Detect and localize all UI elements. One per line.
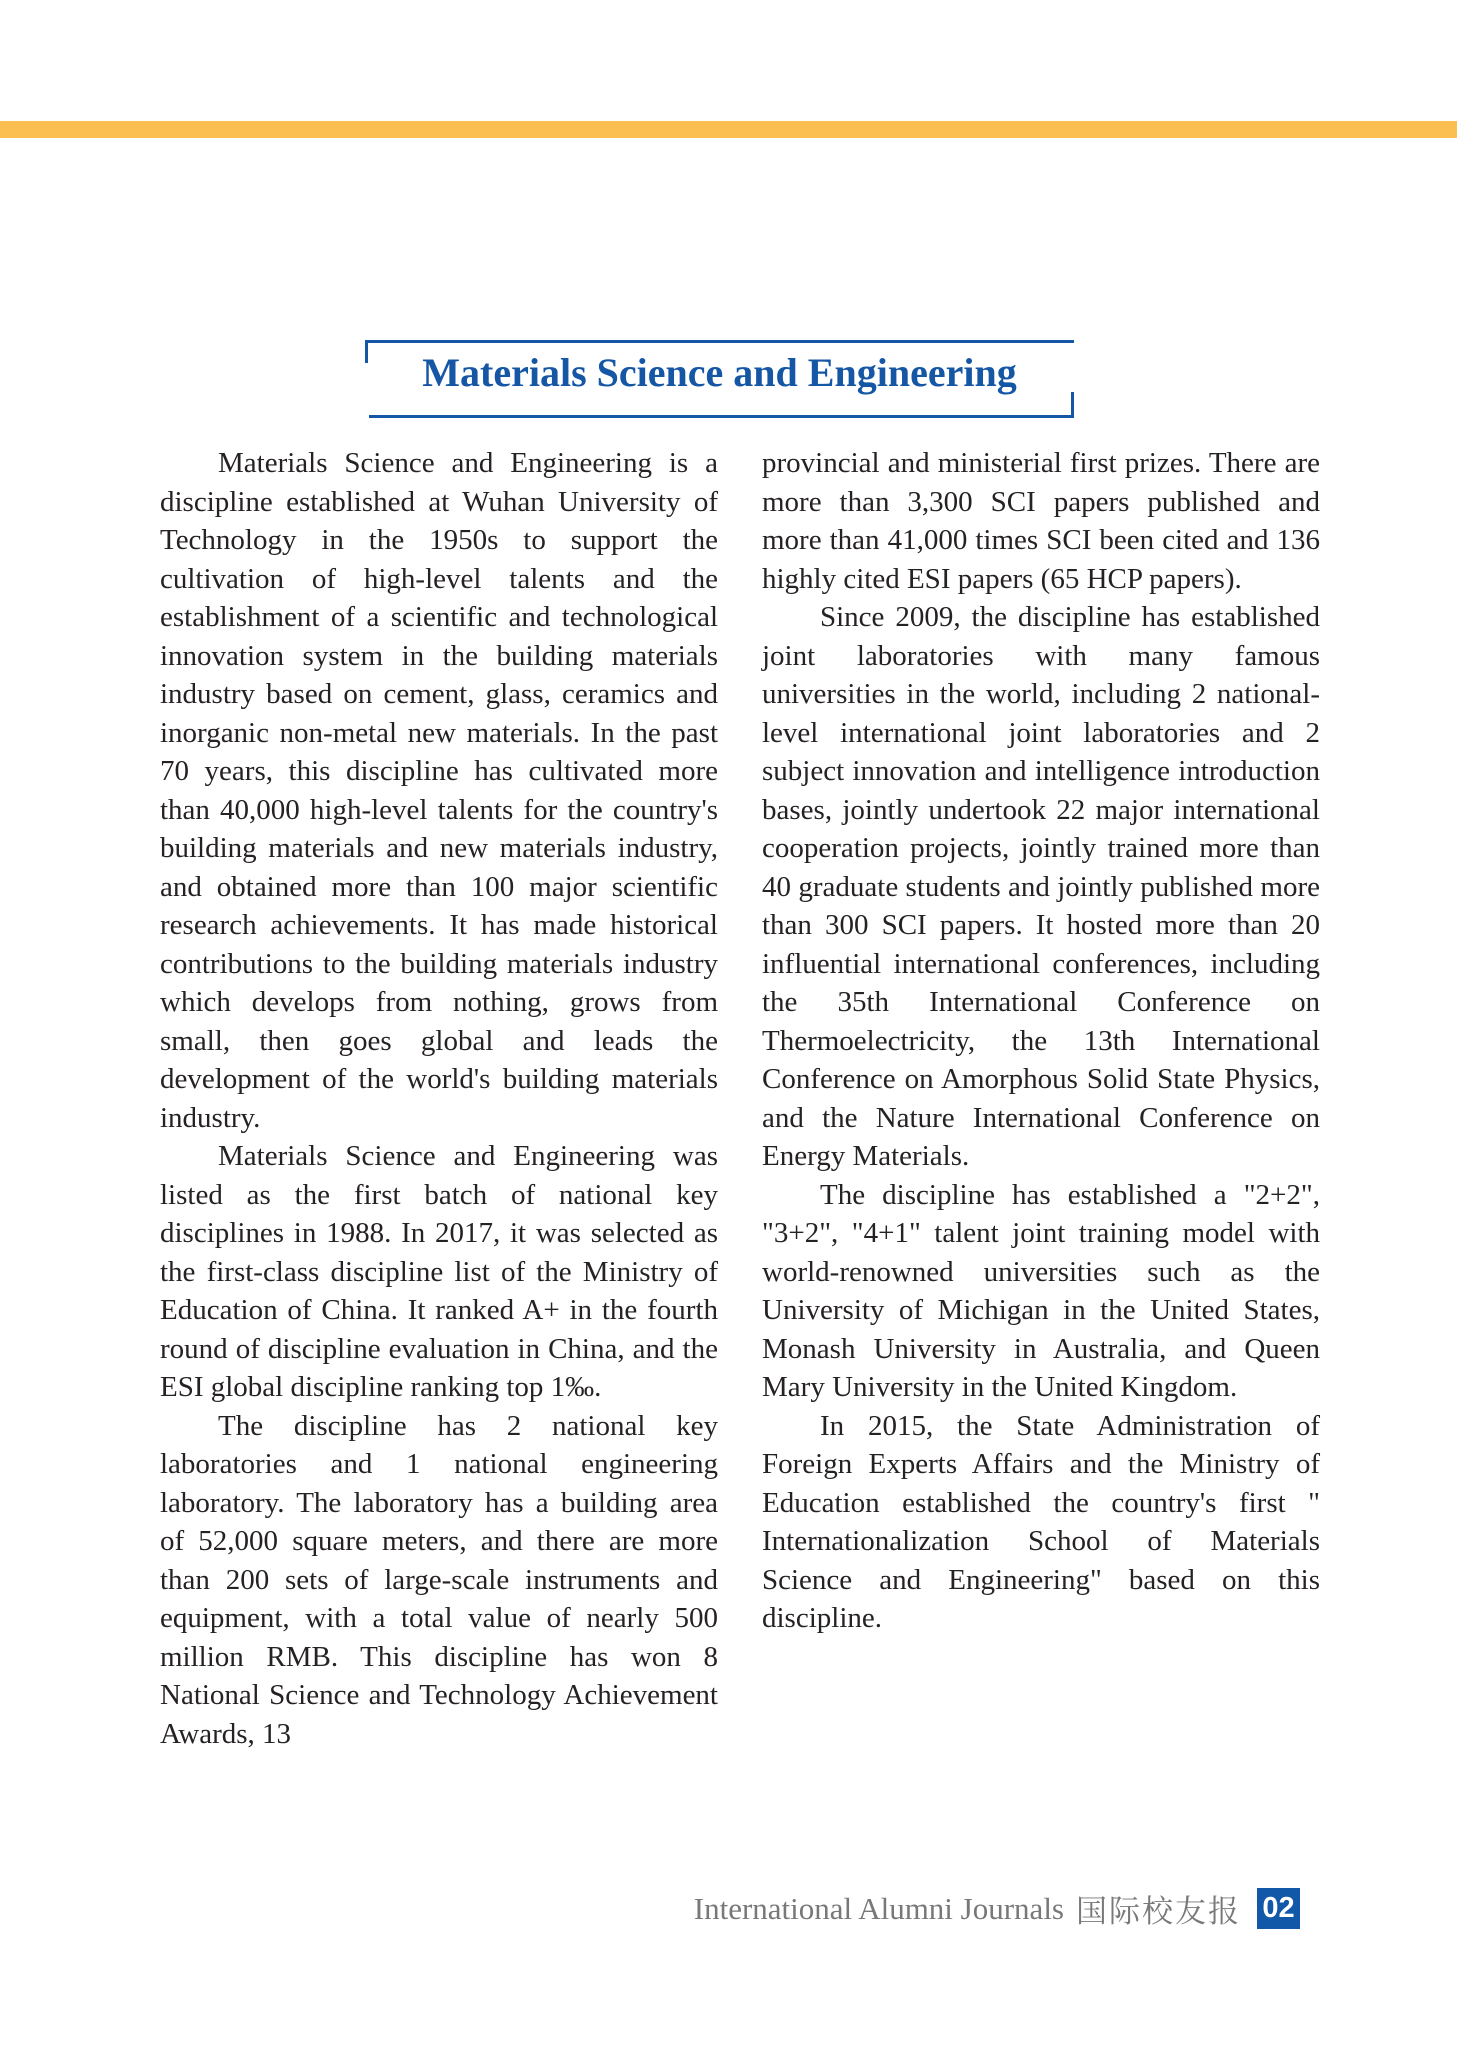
top-accent-bar bbox=[0, 121, 1457, 138]
page-footer bbox=[694, 1887, 1300, 1930]
body-paragraph-continuation: provincial and ministerial first prizes. There are more than 3,300 SCI papers published and more than 41,000 times SCI been cited and 136 highly cited ESI papers (65 HCP papers). bbox=[762, 447, 1320, 595]
body-paragraph: Since 2009, the discipline has established joint laboratories with many famous universities in the world, including 2 national-level international joint laboratories and 2 subject innovation and intelligence introduction bases, jointly undertook 22 major international cooperation projects, jointly trained more than 40 graduate students and jointly published more than 300 SCI papers. It hosted more than 20 influential international conferences, including the 35th International Conference on Thermoelectricity, the 13th International Conference on Amorphous Solid State Physics, and the Nature International Conference on Energy Materials. bbox=[762, 601, 1320, 1172]
body-paragraph: In 2015, the State Administration of Foreign Experts Affairs and the Ministry of Education established the country's first " Internationalization School of Materials Science and Engineering" based on this discipline. bbox=[762, 1409, 1320, 1634]
body-paragraph: Materials Science and Engineering is a discipline established at Wuhan University of Technology in the 1950s to support the cultivation of high-level talents and the establishment of a scientific and technological innovation system in the building materials industry based on cement, glass, ceramics and inorganic non-metal new materials. In the past 70 years, this discipline has cultivated more than 40,000 high-level talents for the country's building materials and new materials industry, and obtained more than 100 major scientific research achievements. It has made historical contributions to the building materials industry which develops from nothing, grows from small, then goes global and leads the development of the world's building materials industry. bbox=[160, 447, 718, 1134]
title-bracket-bottom bbox=[369, 392, 1074, 418]
article-column-right bbox=[762, 444, 1320, 1753]
article-title-block bbox=[365, 340, 1074, 418]
article-body bbox=[160, 444, 1320, 1753]
body-paragraph: The discipline has 2 national key laboratories and 1 national engineering laboratory. The laboratory has a building area of 52,000 square meters, and there are more than 200 sets of large-scale instruments and equipment, with a total value of nearly 500 million RMB. This discipline has won 8 National Science and Technology Achievement Awards, 13 bbox=[160, 1409, 718, 1750]
page-number-badge: 02 bbox=[1257, 1888, 1300, 1929]
journal-name-zh: 国际校友报 bbox=[1076, 1894, 1241, 1929]
page-title: Materials Science and Engineering bbox=[422, 350, 1017, 395]
journal-name-en: International Alumni Journals bbox=[693, 1890, 1064, 1926]
body-paragraph: The discipline has established a "2+2", "3+2", "4+1" talent joint training model with world-renowned universities such as the University of Michigan in the United States, Monash University in Australia, and Queen Mary University in the United Kingdom. bbox=[762, 1178, 1320, 1403]
article-column-left bbox=[160, 444, 718, 1753]
body-paragraph: Materials Science and Engineering was listed as the first batch of national key disciplines in 1988. In 2017, it was selected as the first-class discipline list of the Ministry of Education of China. It ranked A+ in the fourth round of discipline evaluation in China, and the ESI global discipline ranking top 1‰. bbox=[160, 1140, 718, 1403]
